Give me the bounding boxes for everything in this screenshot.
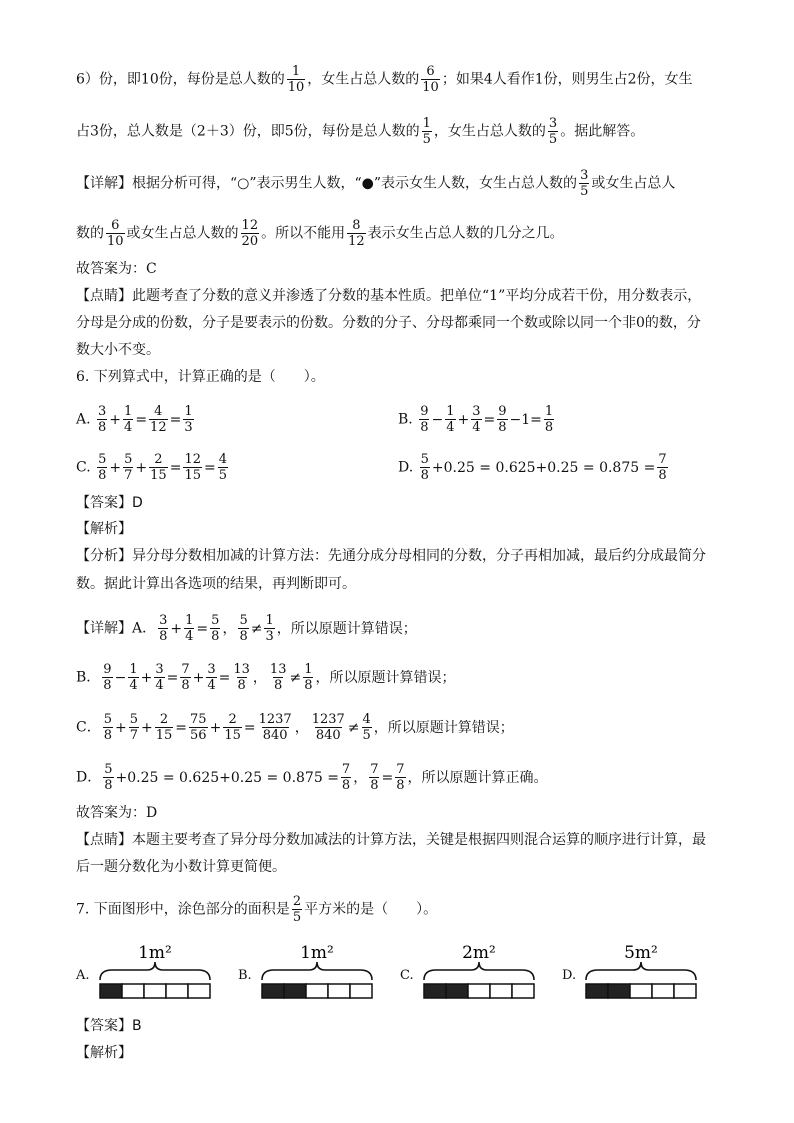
q6-detail-a	[76, 613, 417, 644]
question-6-stem: 6. 下列算式中，计算正确的是（ ）。	[76, 369, 325, 385]
operator-text: +	[170, 620, 183, 637]
shaded-cell	[262, 984, 284, 998]
text: ，女生占总人数的	[307, 71, 420, 88]
numerator: 1	[544, 404, 554, 419]
denominator: 4	[155, 678, 164, 693]
brace	[424, 962, 534, 980]
denominator: 3	[184, 420, 193, 435]
figure-label: D.	[562, 968, 577, 983]
fraction	[264, 613, 274, 644]
option-a-expression	[95, 404, 196, 435]
option-label: C.	[76, 459, 91, 476]
denominator: 4	[207, 678, 216, 693]
fraction	[103, 762, 113, 793]
numerator: 4	[154, 404, 163, 419]
denominator: 15	[150, 468, 167, 483]
detail-d-expression	[101, 762, 548, 793]
fraction	[223, 712, 242, 743]
detail-line-1	[76, 168, 675, 199]
fraction	[155, 712, 174, 743]
denominator: 8	[304, 678, 313, 693]
numerator: 4	[218, 452, 227, 467]
operator-text: +	[209, 719, 222, 736]
operator-text: ≠	[289, 669, 302, 686]
q6-analysis-line-1	[76, 546, 706, 566]
operator-text: =	[381, 769, 394, 786]
fraction	[292, 894, 302, 925]
denominator: 8	[181, 678, 190, 693]
fraction	[395, 762, 405, 793]
q6-analysis-line-2: 数。据此计算出各选项的结果，再判断即可。	[76, 576, 356, 592]
fraction	[149, 404, 168, 435]
detail-line-2	[76, 218, 564, 249]
option-d-expression	[418, 452, 670, 483]
numerator: 1	[422, 116, 431, 131]
denominator: 15	[184, 468, 201, 483]
detail-c-expression	[101, 712, 514, 743]
numerator: 5	[103, 712, 112, 727]
operator-text: +0.25 = 0.625+0.25 = 0.875 =	[431, 459, 656, 476]
denominator: 4	[446, 420, 455, 435]
denominator: 15	[155, 728, 173, 743]
denominator: 8	[104, 778, 113, 793]
fraction	[287, 64, 306, 95]
detail-a-expression	[156, 613, 417, 644]
option-label: B．	[76, 669, 101, 686]
numerator: 1	[185, 613, 194, 628]
fraction	[420, 452, 430, 483]
numerator: 8	[352, 218, 361, 233]
shaded-cell	[284, 984, 306, 998]
numerator: 7	[341, 762, 351, 777]
q6-option-a	[76, 404, 196, 435]
q6-answer: 【答案】D	[76, 495, 143, 511]
fraction	[422, 116, 432, 147]
option-c-expression	[95, 452, 230, 483]
text: 或女生占总人数的	[126, 225, 239, 242]
q7-figure-a	[76, 942, 246, 1012]
q6-option-b	[398, 404, 556, 435]
numerator: 5	[129, 712, 139, 727]
q6-detail-c	[76, 712, 514, 743]
fraction	[497, 404, 507, 435]
figure-label: A.	[76, 968, 90, 983]
denominator: 56	[190, 728, 207, 743]
fraction	[548, 116, 558, 147]
empty-cell	[490, 984, 512, 998]
numerator: 1	[129, 662, 138, 677]
empty-cell	[144, 984, 166, 998]
fraction	[183, 404, 193, 435]
numerator: 7	[396, 762, 405, 777]
fraction	[311, 712, 346, 743]
operator-text: =	[203, 459, 216, 476]
numerator: 7	[370, 762, 379, 777]
denominator: 840	[262, 728, 288, 743]
denominator: 7	[129, 728, 139, 743]
denominator: 8	[103, 678, 112, 693]
text: ，女生占总人数的	[433, 123, 546, 140]
fraction	[149, 452, 168, 483]
operator-text: +	[192, 669, 205, 686]
q6-detail-d	[76, 762, 548, 793]
empty-cell	[652, 984, 674, 998]
brace	[100, 962, 210, 980]
operator-text: +	[457, 411, 470, 428]
fraction	[123, 452, 133, 483]
answer-line: 故答案为：C	[76, 261, 157, 277]
denominator: 4	[185, 629, 194, 644]
numerator: 12	[184, 452, 201, 467]
bar-figure	[76, 942, 246, 1012]
numerator: 2	[228, 712, 237, 727]
operator-text: ，	[294, 719, 309, 736]
denominator: 8	[98, 468, 107, 483]
denominator: 10	[422, 80, 439, 95]
denominator: 8	[341, 778, 351, 793]
fraction	[129, 712, 139, 743]
operator-text: =	[169, 459, 182, 476]
numerator: 7	[181, 662, 190, 677]
denominator: 5	[362, 728, 371, 743]
operator-text: =	[218, 669, 231, 686]
bar-figure	[238, 942, 408, 1012]
area-label: 2m²	[462, 943, 496, 963]
numerator: 1	[291, 64, 301, 79]
denominator: 15	[224, 728, 241, 743]
operator-text: ，所以原题计算正确。	[407, 769, 548, 786]
text: 或女生占总人	[591, 175, 676, 192]
operator-text: ，	[222, 620, 237, 637]
numerator: 13	[269, 662, 287, 677]
option-label: A.	[76, 411, 91, 428]
empty-cell	[328, 984, 350, 998]
q6-option-d	[398, 452, 670, 483]
numerator: 5	[98, 452, 107, 467]
q7-answer: 【答案】B	[76, 1018, 142, 1034]
text: 6）份，即10份，每份是总人数的	[76, 71, 285, 88]
numerator: 9	[498, 404, 507, 419]
fraction	[128, 662, 138, 693]
text: ；如果4人看作1份，则男生占2份，女生	[441, 71, 693, 88]
text: 异分母分数相加减的计算方法：先通分成分母相同的分数，分子再相加减，最后约分成最简分	[132, 548, 706, 564]
fraction	[218, 452, 228, 483]
operator-text: =	[243, 719, 256, 736]
numerator: 9	[103, 662, 112, 677]
question-7-stem	[76, 894, 437, 925]
numerator: 1	[124, 404, 133, 419]
fraction	[97, 404, 107, 435]
denominator: 10	[287, 80, 305, 95]
analysis-line-2	[76, 116, 644, 147]
fraction	[347, 218, 366, 249]
fraction	[445, 404, 455, 435]
fraction	[544, 404, 554, 435]
option-label: B.	[398, 411, 413, 428]
denominator: 8	[544, 420, 554, 435]
area-label: 1m²	[138, 943, 172, 963]
figure-label: C.	[400, 968, 414, 983]
text: 。据此解答。	[560, 123, 645, 140]
numerator: 1	[265, 613, 274, 628]
numerator: 75	[190, 712, 207, 727]
numerator: 1237	[311, 712, 345, 727]
numerator: 6	[111, 218, 120, 233]
detail-tag: 【详解】	[76, 175, 132, 192]
analysis-line-1	[76, 64, 693, 95]
numerator: 1	[446, 404, 455, 419]
numerator: 5	[239, 613, 248, 628]
q7-figure-c	[400, 942, 570, 1012]
numerator: 3	[548, 116, 558, 131]
fraction	[154, 662, 164, 693]
q6-comment-line-2: 后一题分数化为小数计算更简便。	[76, 859, 286, 875]
fraction	[106, 218, 125, 249]
denominator: 8	[396, 778, 405, 793]
denominator: 3	[265, 629, 274, 644]
denominator: 8	[98, 420, 107, 435]
option-label: A．	[132, 620, 157, 637]
text: 此题考查了分数的意义并渗透了分数的基本性质。把单位“1”平均分成若干份，用分数表示，	[132, 288, 702, 304]
shaded-cell	[100, 984, 122, 998]
fraction	[369, 762, 379, 793]
operator-text: =	[483, 411, 496, 428]
fraction	[341, 762, 351, 793]
fraction	[183, 452, 202, 483]
shaded-cell	[446, 984, 468, 998]
operator-text: =	[169, 411, 182, 428]
fraction	[362, 712, 372, 743]
numerator: 4	[362, 712, 371, 727]
fraction	[421, 64, 440, 95]
empty-cell	[306, 984, 328, 998]
numerator: 12	[241, 218, 259, 233]
numerator: 7	[658, 452, 667, 467]
numerator: 3	[155, 662, 164, 677]
comment-line-2: 分母是分成的份数，分子是要表示的份数。分数的分子、分母都乘同一个数或除以同一个非0的数，分	[76, 315, 701, 331]
comment-line-1	[76, 286, 701, 306]
numerator: 3	[207, 662, 216, 677]
operator-text: ，所以原题计算错误；	[373, 719, 514, 736]
operator-text: =	[175, 719, 188, 736]
denominator: 8	[159, 629, 168, 644]
numerator: 3	[472, 404, 481, 419]
numerator: 1	[304, 662, 313, 677]
operator-text: +	[109, 459, 122, 476]
q6-detail-b	[76, 662, 455, 693]
operator-text: ≠	[250, 620, 263, 637]
denominator: 5	[218, 468, 227, 483]
fraction	[158, 613, 168, 644]
option-label: D.	[398, 459, 414, 476]
text: 。所以不能用	[261, 225, 346, 242]
operator-text: −	[431, 411, 444, 428]
empty-cell	[674, 984, 696, 998]
denominator: 8	[370, 778, 379, 793]
fraction	[180, 662, 190, 693]
denominator: 8	[420, 468, 429, 483]
numerator: 5	[211, 613, 220, 628]
operator-text: +	[140, 669, 153, 686]
operator-text: =	[135, 411, 148, 428]
numerator: 1237	[258, 712, 292, 727]
numerator: 5	[104, 762, 113, 777]
figure-label: B.	[238, 968, 252, 983]
q7-figure-b	[238, 942, 408, 1012]
fraction	[471, 404, 481, 435]
fraction	[241, 218, 260, 249]
operator-text: +	[135, 459, 148, 476]
operator-text: +	[115, 719, 127, 736]
fraction	[419, 404, 429, 435]
shaded-cell	[586, 984, 608, 998]
fraction	[269, 662, 288, 693]
numerator: 3	[98, 404, 107, 419]
empty-cell	[166, 984, 188, 998]
fraction	[123, 404, 133, 435]
empty-cell	[350, 984, 372, 998]
operator-text: +	[109, 411, 122, 428]
operator-text: ，	[353, 769, 368, 786]
shaded-cell	[608, 984, 630, 998]
denominator: 8	[420, 420, 429, 435]
numerator: 5	[124, 452, 133, 467]
denominator: 8	[498, 420, 507, 435]
brace	[262, 962, 372, 980]
denominator: 8	[658, 468, 667, 483]
numerator: 5	[420, 452, 429, 467]
q6-option-c	[76, 452, 230, 483]
comment-tag: 【点睛】	[76, 288, 132, 304]
numerator: 6	[426, 64, 435, 79]
operator-text: ≠	[347, 719, 360, 736]
operator-text: +	[141, 719, 153, 736]
fraction	[184, 613, 194, 644]
operator-text: +0.25 = 0.625+0.25 = 0.875 =	[115, 769, 339, 786]
denominator: 12	[348, 234, 365, 249]
numerator: 13	[233, 662, 250, 677]
fraction	[210, 613, 220, 644]
denominator: 20	[241, 234, 259, 249]
area-label: 5m²	[624, 943, 658, 963]
operator-text: ，	[252, 669, 267, 686]
analysis-tag: 【分析】	[76, 548, 132, 564]
fraction	[206, 662, 216, 693]
fraction	[303, 662, 313, 693]
text: 本题主要考查了异分母分数加减法的计算方法，关键是根据四则混合运算的顺序进行计算，最	[132, 832, 706, 848]
fraction	[579, 168, 589, 199]
denominator: 5	[580, 184, 589, 199]
area-label: 1m²	[300, 943, 334, 963]
empty-cell	[630, 984, 652, 998]
text: 根据分析可得，“○”表示男生人数，“●”表示女生人数，女生占总人数的	[132, 175, 578, 192]
q7-figure-d	[562, 942, 732, 1012]
denominator: 5	[292, 910, 302, 925]
bar-figure	[562, 942, 732, 1012]
bar-figure	[400, 942, 570, 1012]
denominator: 840	[315, 728, 341, 743]
numerator: 2	[292, 894, 302, 909]
shaded-cell	[424, 984, 446, 998]
option-label: C．	[76, 719, 101, 736]
numerator: 2	[154, 452, 163, 467]
q6-analysis-heading: 【解析】	[76, 521, 132, 537]
denominator: 8	[103, 728, 112, 743]
denominator: 4	[129, 678, 138, 693]
fraction	[238, 613, 248, 644]
fraction	[657, 452, 667, 483]
numerator: 9	[420, 404, 429, 419]
empty-cell	[122, 984, 144, 998]
denominator: 8	[237, 678, 246, 693]
denominator: 4	[124, 420, 133, 435]
fraction	[189, 712, 208, 743]
text: 7. 下面图形中，涂色部分的面积是	[76, 901, 290, 918]
empty-cell	[512, 984, 534, 998]
brace	[586, 962, 696, 980]
option-b-expression	[417, 404, 556, 435]
fraction	[258, 712, 293, 743]
text: 平方米的是（ ）。	[304, 901, 438, 918]
denominator: 10	[107, 234, 124, 249]
operator-text: =	[196, 620, 209, 637]
denominator: 7	[124, 468, 133, 483]
numerator: 1	[184, 404, 193, 419]
text: 表示女生占总人数的几分之几。	[367, 225, 564, 242]
fraction	[97, 452, 107, 483]
denominator: 8	[211, 629, 220, 644]
option-label: D．	[76, 769, 102, 786]
operator-text: =	[166, 669, 179, 686]
denominator: 12	[150, 420, 167, 435]
q7-analysis-heading: 【解析】	[76, 1045, 132, 1061]
denominator: 8	[274, 678, 283, 693]
text: 占3份，总人数是（2＋3）份，即5份，每份是总人数的	[76, 123, 420, 140]
operator-text: ，所以原题计算错误；	[276, 620, 417, 637]
denominator: 5	[422, 132, 431, 147]
detail-b-expression	[100, 662, 456, 693]
q6-final-answer: 故答案为：D	[76, 805, 158, 821]
operator-text: ，所以原题计算错误；	[315, 669, 456, 686]
q6-comment-line-1	[76, 830, 706, 850]
operator-text: −1=	[509, 411, 542, 428]
operator-text: −	[114, 669, 127, 686]
fraction	[232, 662, 251, 693]
numerator: 3	[580, 168, 589, 183]
fraction	[103, 712, 113, 743]
numerator: 3	[159, 613, 168, 628]
empty-cell	[468, 984, 490, 998]
numerator: 2	[159, 712, 169, 727]
empty-cell	[188, 984, 210, 998]
text: 数的	[76, 225, 104, 242]
denominator: 8	[239, 629, 248, 644]
fraction	[102, 662, 112, 693]
denominator: 5	[548, 132, 558, 147]
comment-line-3: 数大小不变。	[76, 342, 160, 358]
denominator: 4	[472, 420, 481, 435]
detail-tag: 【详解】	[76, 620, 132, 637]
comment-tag: 【点睛】	[76, 832, 132, 848]
